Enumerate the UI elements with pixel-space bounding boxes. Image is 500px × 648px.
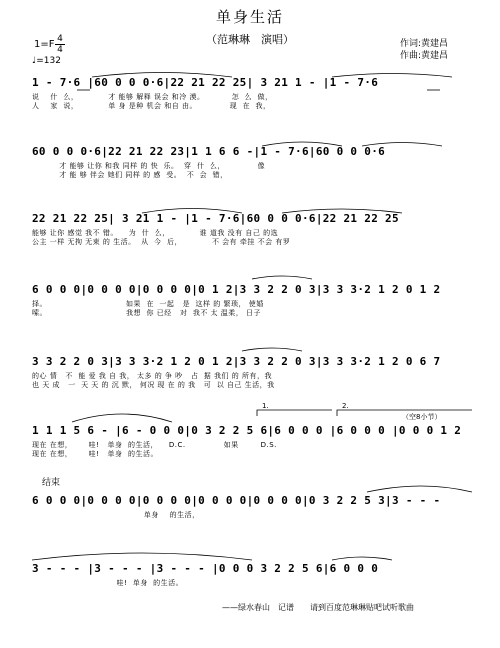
lyric-verse-1: 能够 让你 感觉 我不 错。 为 什 么， 谁 道我 没有 自己 的选: [32, 229, 279, 237]
time-signature: [55, 34, 65, 55]
notation-line: 6 0 0 0|0 0 0 0|0 0 0 0|0 1 2|3 3 2 2 0 3|3 3 3·2 1 2 0 1 2: [32, 283, 441, 296]
volta-2-label: 2.: [342, 402, 349, 410]
tempo-value: =132: [36, 56, 61, 66]
lyric-verse-1: 哇! 单身 的生活。: [32, 579, 184, 587]
lyric-verse-2: 嗦。 我想 你 已经 对 我不 太 温柔， 日子: [32, 309, 262, 317]
volta-1-label: 1.: [262, 402, 269, 410]
lyric-verse-2: 公主 一样 无拘 无束 的 生活。 从 今 后， 不 会有 牵挂 不会 有罗: [32, 238, 291, 246]
time-signature-bottom: 4: [57, 45, 63, 55]
quarter-note-icon: ♩: [32, 56, 37, 66]
notation-line: 60 0 0 0·6|22 21 22 23|1 1 6 6 -|1 - 7·6|60 0 0 0·6: [32, 145, 386, 158]
notation-line: 1 1 1 5 6 - |6 - 0 0 0|0 3 2 2 5 6|6 0 0 0 |6 0 0 0 |0 0 0 1 2: [32, 424, 462, 437]
notation-line: 3 3 2 2 0 3|3 3 3·2 1 2 0 1 2|3 3 2 2 0 3|3 3 3·2 1 2 0 6 7: [32, 355, 441, 368]
key-signature: 1=F: [34, 39, 55, 50]
notation-line: 3 - - - |3 - - - |3 - - - |0 0 0 3 2 2 5 6|6 0 0 0: [32, 562, 379, 575]
time-signature-top: 4: [57, 34, 63, 44]
lyric-verse-1: 择。 如果 在 一起 是 这样 的 繁琐， 使婚: [32, 300, 264, 308]
lyric-verse-1: 的心 情 不 能 爱 我 自 我， 太多 的 争 吵 占 据 我们 的 所有，我: [32, 372, 272, 380]
lyric-verse-2: 才 能 够 伴会 她们 同样 的 感 受。 不 会 错，: [32, 171, 228, 179]
lyric-verse-1: 单身 的生活，: [32, 511, 200, 519]
lyric-verse-1: 现在 在想， 哇! 单身 的生活， D.C. 如果 D.S.: [32, 441, 277, 449]
song-subtitle: （范琳琳 演唱）: [206, 33, 294, 46]
lyric-verse-1: 说 什 么， 才 能够 解释 误会 和冷 漠。 怎 么 做，: [32, 93, 273, 101]
notation-line: 1 - 7·6 |60 0 0 0·6|22 21 22 25| 3 21 1 - |1 - 7·6: [32, 76, 379, 89]
tempo-mark: [32, 57, 61, 66]
transcriber-credit: ——绿水春山 记谱 请到百度范琳琳贴吧试听歌曲: [222, 603, 414, 612]
notation-line: 22 21 22 25| 3 21 1 - |1 - 7·6|60 0 0 0·6|22 21 22 25: [32, 212, 399, 225]
lyricist-credit: 作词:黄建昌: [400, 39, 449, 49]
ending-label: 结束: [42, 478, 61, 488]
lyric-verse-1: 才 能够 让你 和我 同样 的 快 乐。 穿 什 么， 像: [32, 162, 266, 170]
repeat-note: （空8小节）: [402, 413, 442, 421]
notation-line: 6 0 0 0|0 0 0 0|0 0 0 0|0 0 0 0|0 0 0 0|0 3 2 2 5 3|3 - - -: [32, 494, 441, 507]
lyric-verse-2: 也 天 成 一 天 天 的 沉 默， 何况 现 在 的 我 可 以 自己 生活，我: [32, 381, 275, 389]
song-title: 单身生活: [215, 8, 284, 26]
composer-credit: 作曲:黄建昌: [400, 51, 449, 61]
lyric-verse-2: 现在 在想， 哇! 单身 的生活。: [32, 450, 159, 458]
lyric-verse-2: 人 家 说， 单 身 是种 机会 和自 由。 现 在 我，: [32, 102, 271, 110]
